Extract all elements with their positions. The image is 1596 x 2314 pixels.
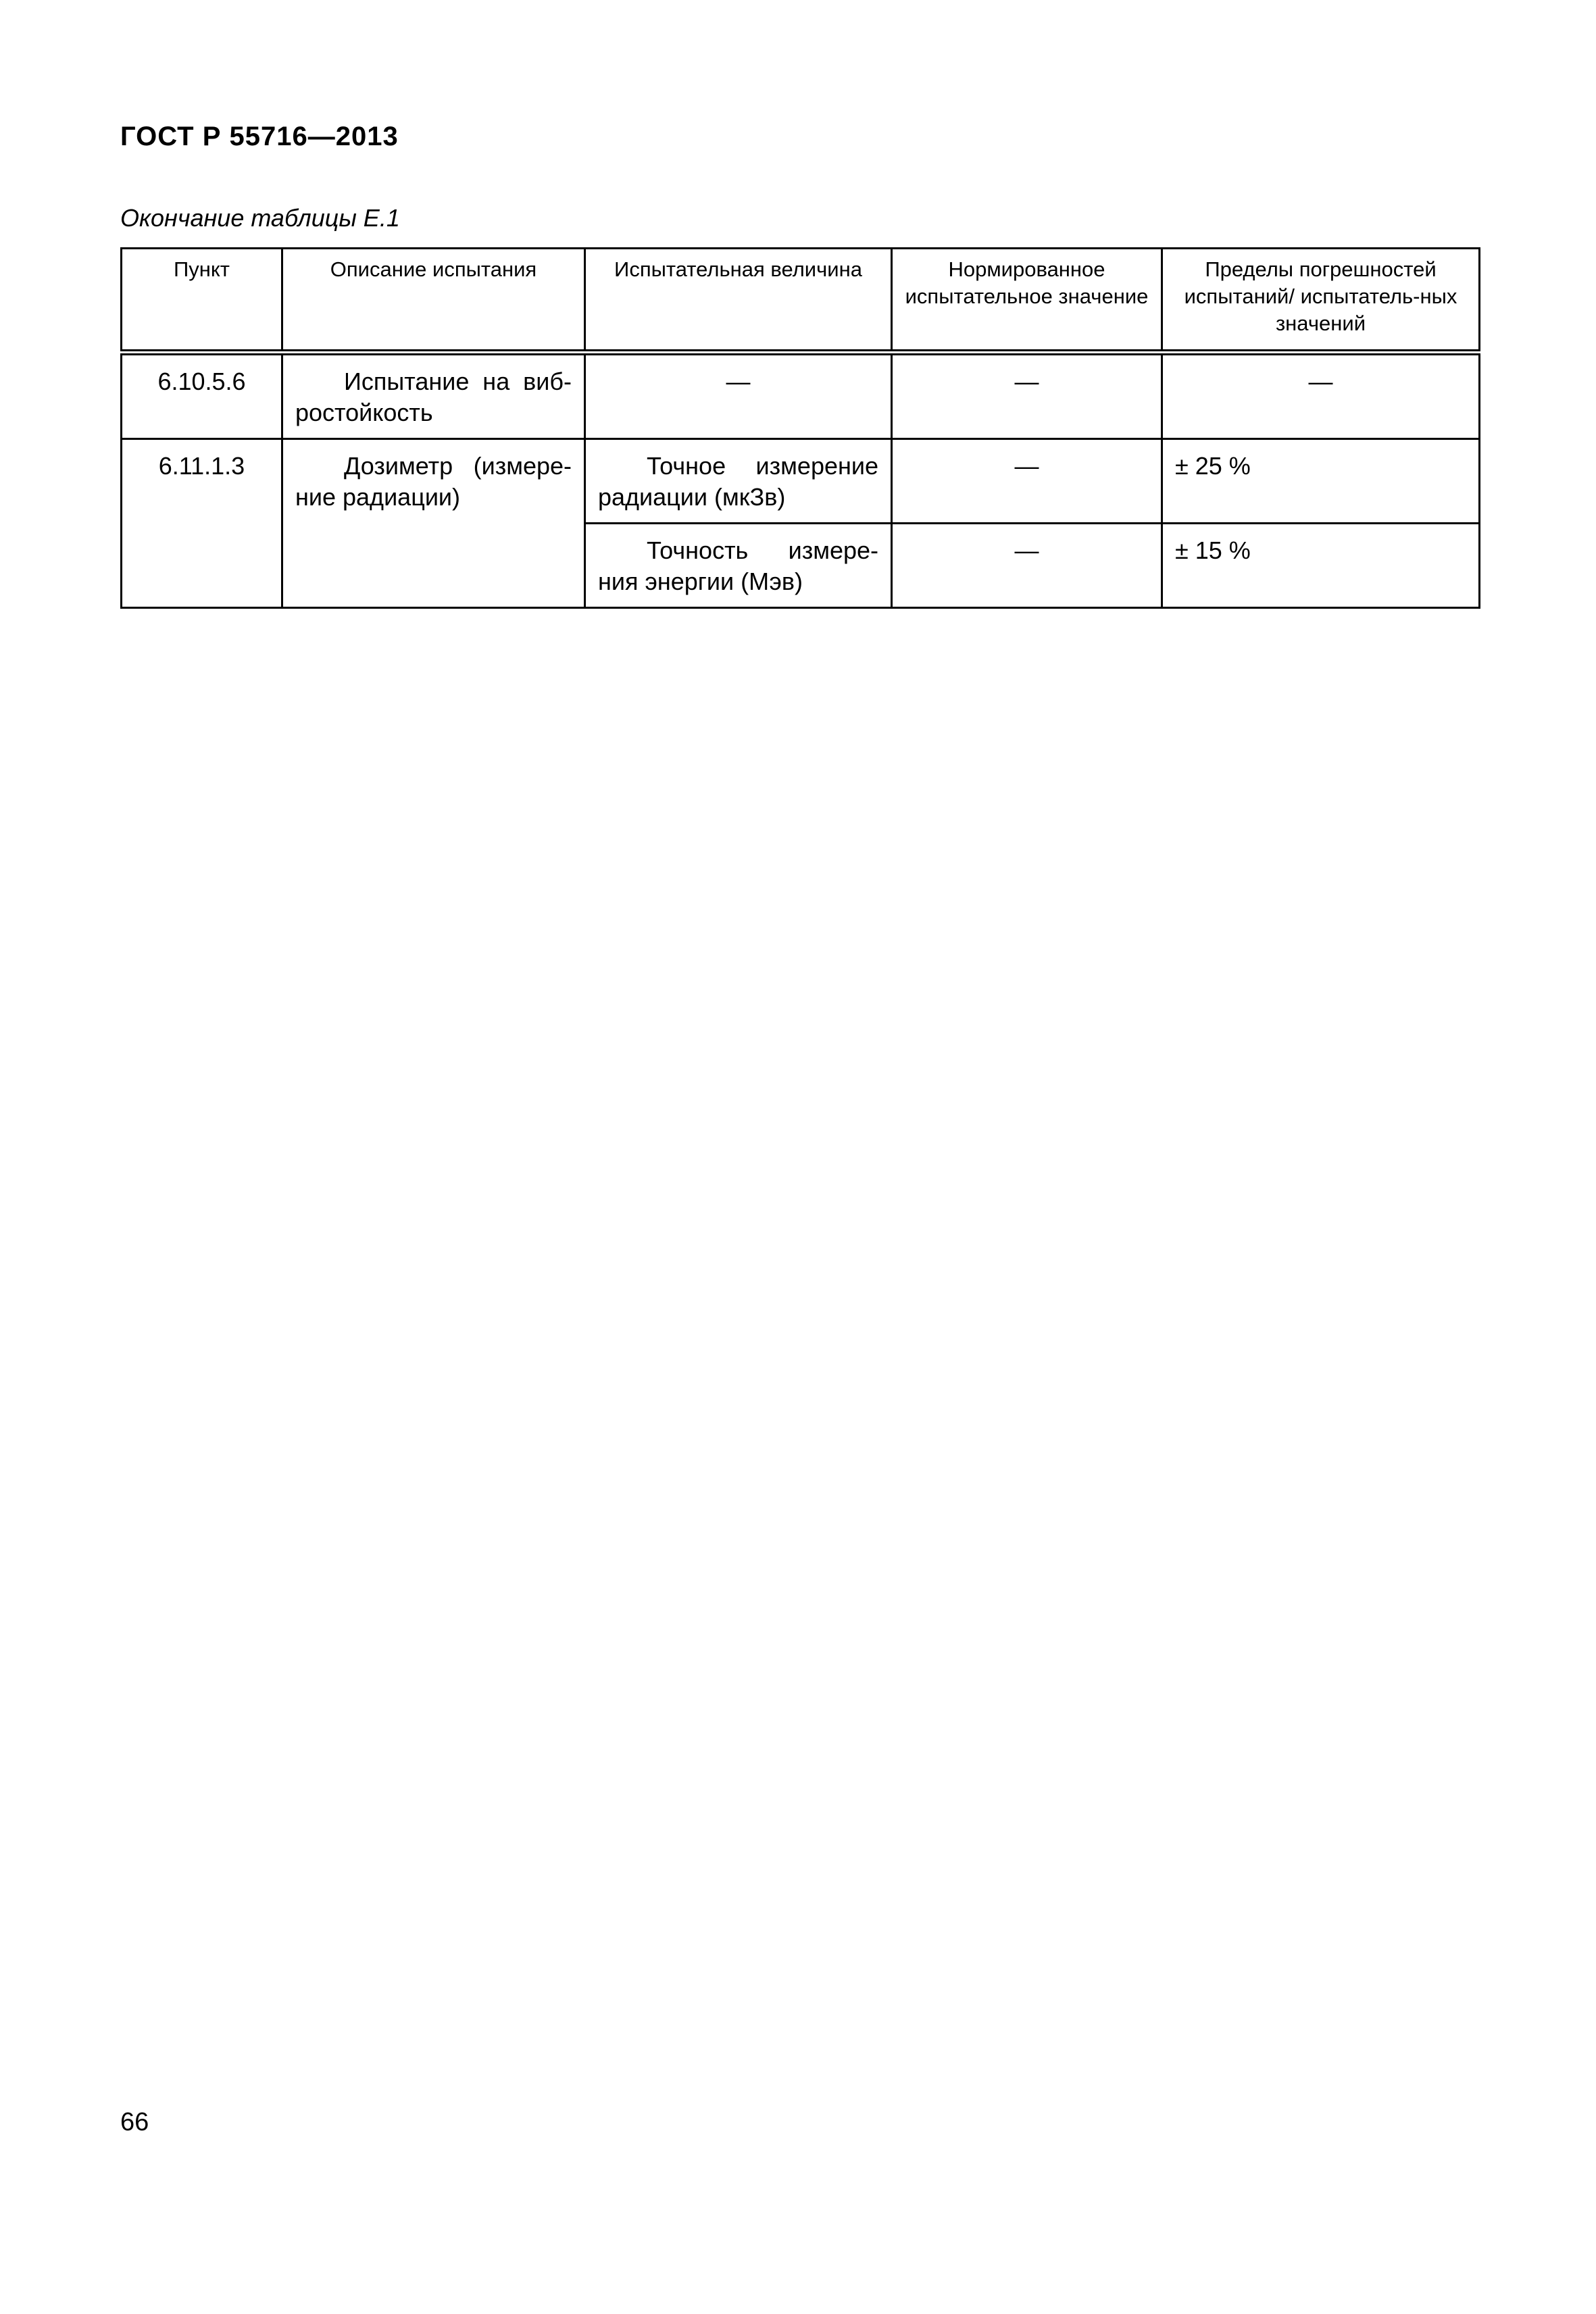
column-header-description: Описание испытания bbox=[282, 249, 585, 353]
cell-error-limits: — bbox=[1162, 353, 1480, 439]
column-header-item: Пункт bbox=[122, 249, 282, 353]
cell-quantity: Точное измерение радиации (мкЗв) bbox=[585, 439, 892, 524]
cell-quantity: Точность измере-ния энергии (Мэв) bbox=[585, 524, 892, 608]
cell-quantity: — bbox=[585, 353, 892, 439]
cell-item: 6.11.1.3 bbox=[122, 439, 282, 608]
cell-normalized-value: — bbox=[892, 524, 1162, 608]
spec-table bbox=[120, 247, 1480, 609]
page-number: 66 bbox=[120, 2108, 149, 2136]
cell-item: 6.10.5.6 bbox=[122, 353, 282, 439]
table-caption: Окончание таблицы Е.1 bbox=[120, 204, 400, 232]
cell-error-limits: ± 15 % bbox=[1162, 524, 1480, 608]
cell-description: Испытание на виб-ростойкость bbox=[282, 353, 585, 439]
table-header-row bbox=[122, 249, 1480, 353]
column-header-error-limits: Пределы погрешностей испытаний/ испытатель-ных значений bbox=[1162, 249, 1480, 353]
cell-description: Дозиметр (измере-ние радиации) bbox=[282, 439, 585, 608]
table-container bbox=[120, 247, 1478, 609]
table-row bbox=[122, 353, 1480, 439]
document-standard-header: ГОСТ Р 55716—2013 bbox=[120, 122, 399, 151]
column-header-quantity: Испытательная величина bbox=[585, 249, 892, 353]
cell-normalized-value: — bbox=[892, 439, 1162, 524]
table-row bbox=[122, 439, 1480, 524]
column-header-normalized-value: Нормированное испытательное значение bbox=[892, 249, 1162, 353]
cell-normalized-value: — bbox=[892, 353, 1162, 439]
cell-error-limits: ± 25 % bbox=[1162, 439, 1480, 524]
